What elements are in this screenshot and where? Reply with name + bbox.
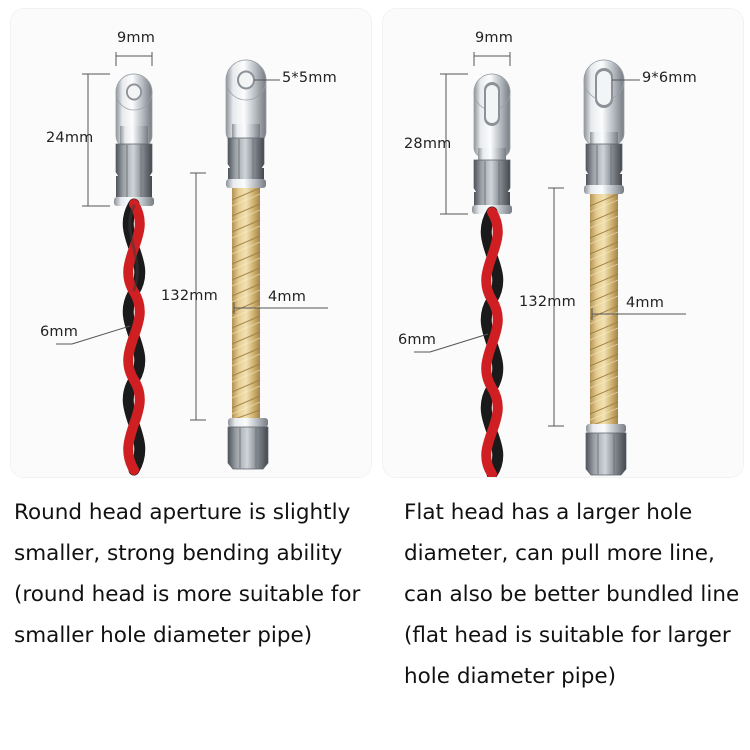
dim-rope-length-left: 132mm [161, 288, 218, 304]
round-head-photo [10, 8, 372, 478]
dim-wire-diameter-right: 6mm [398, 332, 437, 348]
dim-head-length-right: 28mm [404, 136, 452, 152]
dim-rope-diameter-right: 4mm [626, 295, 665, 311]
dim-head-width-left: 9mm [117, 30, 156, 46]
dim-head-length-left: 24mm [46, 130, 94, 146]
panel-flat-head [382, 8, 744, 478]
dim-eye-hole-right: 9*6mm [642, 70, 697, 86]
caption-round-head: Round head aperture is slightly smaller, strong bending ability (round head is more suitable for smaller hole diameter pipe) [14, 500, 361, 648]
caption-flat-head: Flat head has a larger hole diameter, can pull more line, can also be better bundled line (flat head is suitable for larger hole diameter pipe) [404, 500, 740, 689]
dim-head-width-right: 9mm [475, 30, 514, 46]
dim-rope-length-right: 132mm [519, 294, 576, 310]
panel-round-head [10, 8, 372, 478]
flat-head-photo [382, 8, 744, 478]
dim-wire-diameter-left: 6mm [40, 324, 79, 340]
dim-rope-diameter-left: 4mm [268, 289, 307, 305]
dim-eye-hole-left: 5*5mm [282, 70, 337, 86]
